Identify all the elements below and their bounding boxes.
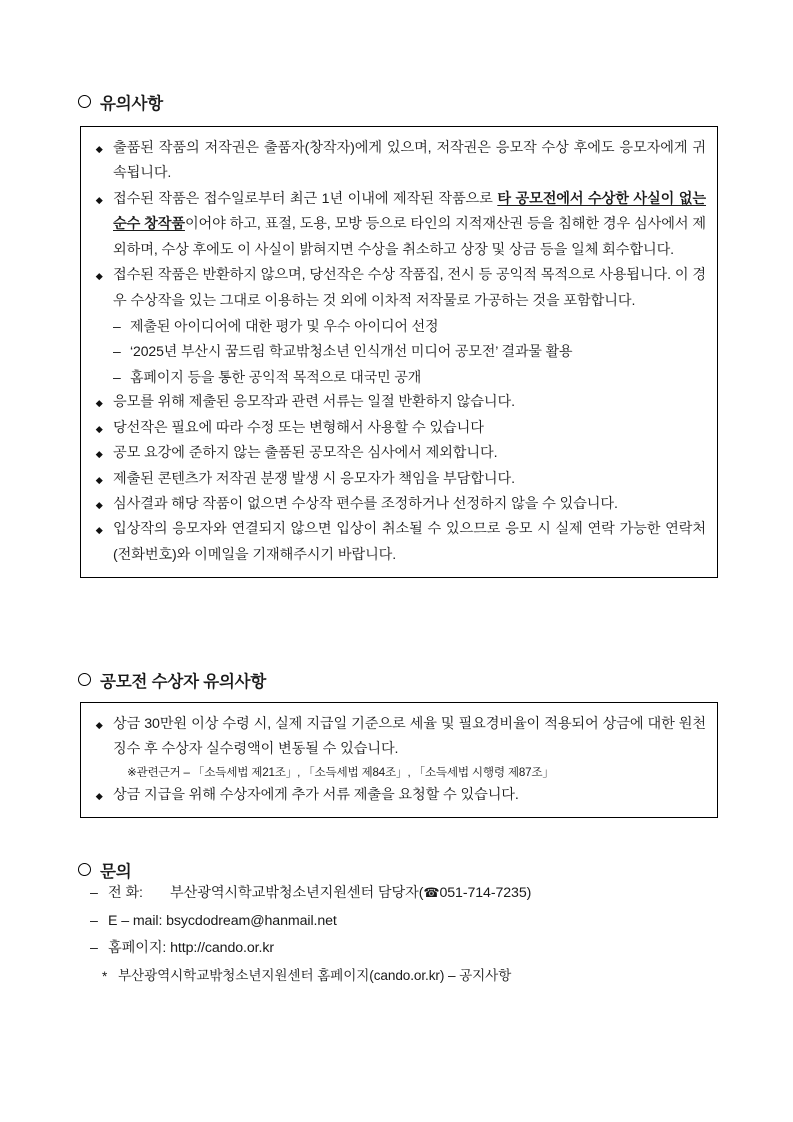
list-item (92, 467, 706, 492)
bullet-text (113, 496, 618, 512)
contact-note-value: 부산광역시학교밖청소년지원센터 홈페이지(cando.or.kr) – 공지사항 (118, 968, 512, 984)
bullet-text (113, 394, 515, 410)
section-heading-winner-label: 공모전 수상자 유의사항 (100, 673, 267, 691)
list-item (92, 187, 706, 263)
contact-homepage-value[interactable]: http://cando.or.kr (170, 940, 274, 957)
legal-reference-note: ※관련근거 – 「소득세법 제21조」, 「소득세법 제84조」, 「소득세법 시행령 제87조」 (127, 765, 554, 779)
text-run: 입상작의 응모자와 연결되지 않으면 입상이 취소될 수 있으므로 응모 시 실제 연락 가능한 연락처(전화번호)와 이메일을 기재해주시기 바랍니다. (113, 521, 706, 563)
bullet-text (113, 445, 497, 461)
bullet-text (113, 191, 706, 258)
section-heading-contact (78, 858, 131, 882)
contact-email-value[interactable]: bsycdodream@hanmail.net (166, 912, 337, 929)
text-run: 심사결과 해당 작품이 없으면 수상작 편수를 조정하거나 선정하지 않을 수 있습니다. (113, 496, 618, 513)
bullet-text (113, 420, 484, 436)
notice-sub-list (113, 314, 706, 390)
circle-bullet-icon (78, 673, 91, 686)
text-run: 당선작은 필요에 따라 수정 또는 변형해서 사용할 수 있습니다 (113, 419, 484, 436)
contact-item-note (90, 963, 730, 990)
section-heading-notice-label: 유의사항 (100, 95, 163, 113)
bullet-text (113, 267, 706, 308)
contact-item-email (90, 908, 730, 936)
bullet-text (113, 471, 515, 487)
bullet-text (113, 716, 706, 757)
list-item (92, 517, 706, 568)
bullet-text (113, 140, 706, 181)
contact-label-telephone: 전 화: (108, 885, 143, 901)
list-item (92, 783, 706, 808)
notice-box (80, 126, 718, 578)
list-item (92, 492, 706, 517)
text-run: 공모 요강에 준하지 않는 출품된 공모작은 심사에서 제외합니다. (113, 445, 498, 462)
contact-item-telephone (90, 880, 730, 908)
bullet-text (113, 521, 706, 562)
bullet-text (113, 787, 519, 803)
notice-bullet-list (92, 136, 706, 568)
section-heading-contact-label: 문의 (100, 863, 132, 881)
text-run: 상금 30만원 이상 수령 시, 실제 지급일 기준으로 세율 및 필요경비율이 적용되어 상금에 대한 원천징수 후 수상자 실수령액이 변동될 수 있습니다. (113, 716, 706, 758)
contact-item-homepage (90, 935, 730, 963)
list-item (92, 416, 706, 441)
sub-list-item: – ‘2025년 부산시 꿈드림 학교밖청소년 인식개선 미디어 공모전’ 결과물 활용 (113, 339, 706, 364)
text-run: 출품된 작품의 저작권은 출품자(창작자)에게 있으며, 저작권은 응모작 수상 후에도 응모자에게 귀속됩니다. (113, 140, 706, 182)
list-item (92, 712, 706, 783)
contact-telephone-org: 부산광역시학교밖청소년지원센터 담당자( (170, 885, 424, 901)
contact-block (90, 880, 730, 990)
emphasised-text: 타 공모전에서 수상한 사실이 없는 순수 창작품 (113, 190, 707, 233)
text-run: 접수된 작품은 반환하지 않으며, 당선작은 수상 작품집, 전시 등 공익적 목적으로 사용됩니다. 이 경우 수상작을 있는 그대로 이용하는 것 외에 이차적 저작물로 가공하는 것을 포함합니다. (113, 267, 706, 309)
text-run: 이어야 하고, 표절, 도용, 모방 등으로 타인의 지적재산권 등을 침해한 경우 심사에서 제외하며, 수상 후에도 이 사실이 밝혀지면 수상을 취소하고 상장 및 상금 등을 일체 회수합니다. (113, 216, 706, 258)
winner-bullet-list (92, 712, 706, 808)
contact-telephone-number: 051-714-7235 (439, 885, 527, 901)
contact-label-email: E – mail: (108, 912, 163, 929)
section-heading-winner (78, 668, 266, 692)
contact-telephone-paren: ) (526, 885, 532, 901)
winner-box (80, 702, 718, 818)
text-run: 상금 지급을 위해 수상자에게 추가 서류 제출을 요청할 수 있습니다. (113, 786, 519, 803)
text-run: 제출된 콘텐츠가 저작권 분쟁 발생 시 응모자가 책임을 부담합니다. (113, 470, 515, 487)
list-item (92, 390, 706, 415)
list-item (92, 136, 706, 187)
sub-list-item: – 제출된 아이디어에 대한 평가 및 우수 아이디어 선정 (113, 314, 706, 339)
contact-list (90, 880, 730, 990)
contact-label-homepage: 홈페이지: (108, 940, 167, 957)
text-run: 응모를 위해 제출된 응모작과 관련 서류는 일절 반환하지 않습니다. (113, 394, 515, 411)
text-run: 접수된 작품은 접수일로부터 최근 1년 이내에 제작된 작품으로 (113, 190, 498, 207)
list-item (92, 441, 706, 466)
telephone-icon: ☎ (423, 886, 440, 901)
circle-bullet-icon (78, 95, 91, 108)
circle-bullet-icon (78, 863, 91, 876)
section-heading-notice (78, 90, 163, 114)
sub-list-item: – 홈페이지 등을 통한 공익적 목적으로 대국민 공개 (113, 365, 706, 390)
list-item (92, 263, 706, 390)
